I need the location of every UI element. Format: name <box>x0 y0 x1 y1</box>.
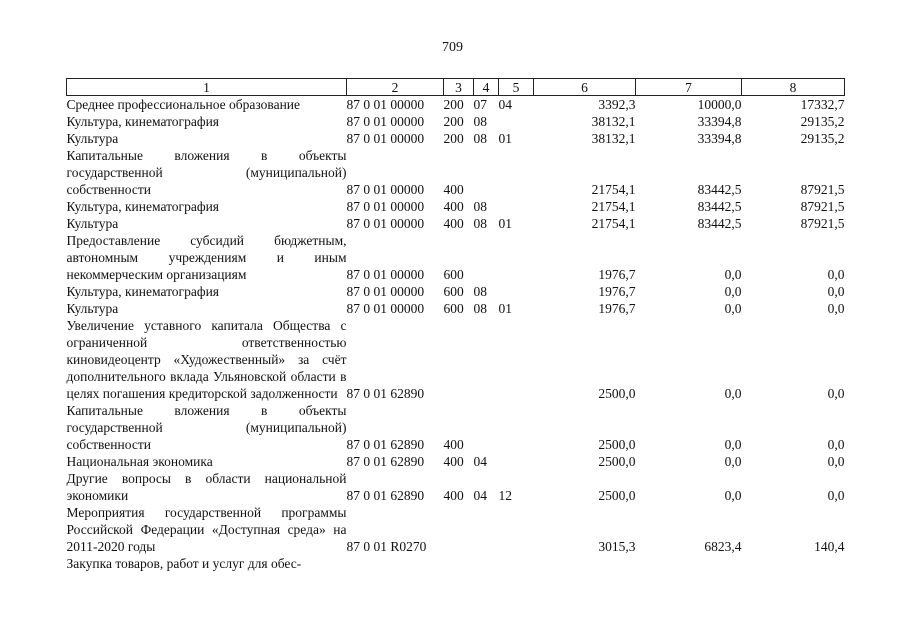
row-value-col8: 140,4 <box>814 539 845 554</box>
row-vr-code: 400 <box>443 199 464 214</box>
row-name <box>67 215 347 232</box>
table-row <box>67 198 845 215</box>
row-name <box>67 113 347 130</box>
row-csr-code: 87 0 01 00000 <box>346 284 425 299</box>
row-rz-code: 04 <box>473 454 487 469</box>
table-row <box>67 96 845 114</box>
row-csr-code: 87 0 01 00000 <box>346 131 425 146</box>
row-value-col8: 0,0 <box>827 301 845 316</box>
row-csr-code: 87 0 01 00000 <box>346 199 425 214</box>
row-csr-code: 87 0 01 00000 <box>346 114 425 129</box>
row-value-col7: 0,0 <box>724 454 742 469</box>
row-value-col8: 87921,5 <box>800 182 845 197</box>
table-row <box>67 453 845 470</box>
row-rz-code <box>474 504 499 555</box>
row-name-text: Среднее профессиональное образование <box>66 97 301 112</box>
row-name-text: Культура, кинематография <box>66 284 220 299</box>
column-header: 1 <box>67 79 347 96</box>
row-pr-code: 01 <box>498 301 512 316</box>
row-name-text: Культура <box>66 216 119 231</box>
row-name <box>67 232 347 283</box>
table-header-row <box>67 79 845 96</box>
row-name-text: Культура, кинематография <box>66 199 220 214</box>
column-header: 6 <box>534 79 636 96</box>
row-csr-code: 87 0 01 62890 <box>346 488 425 503</box>
row-value-col8: 29135,2 <box>800 131 845 146</box>
row-value-col7: 33394,8 <box>697 131 742 146</box>
table-row <box>67 300 845 317</box>
row-pr-code <box>499 317 534 402</box>
row-name-text: Закупка товаров, работ и услуг для обес- <box>66 556 302 571</box>
row-csr-code: 87 0 01 62890 <box>346 454 425 469</box>
row-name-text: Национальная экономика <box>66 454 213 469</box>
row-vr-code: 400 <box>443 182 464 197</box>
row-name-text: Другие вопросы в области национальной экономики <box>66 471 347 503</box>
column-header: 3 <box>444 79 474 96</box>
table-row <box>67 147 845 198</box>
row-pr-code: 01 <box>498 131 512 146</box>
row-csr-code: 87 0 01 00000 <box>346 267 425 282</box>
row-name-text: Капитальные вложения в объекты государственной (муниципальной) собственности <box>66 148 347 197</box>
table-row <box>67 283 845 300</box>
row-rz-code <box>474 555 499 572</box>
row-value-col6: 1976,7 <box>598 284 636 299</box>
row-name <box>67 453 347 470</box>
row-name-text: Культура <box>66 131 119 146</box>
row-name <box>67 402 347 453</box>
row-value-col7: 6823,4 <box>704 539 742 554</box>
table-row <box>67 232 845 283</box>
row-value-col6: 21754,1 <box>591 182 636 197</box>
row-vr-code <box>444 555 474 572</box>
row-name <box>67 555 347 572</box>
row-value-col7: 0,0 <box>724 488 742 503</box>
row-pr-code <box>499 402 534 453</box>
row-csr-code <box>347 555 444 572</box>
column-header: 4 <box>474 79 499 96</box>
row-vr-code: 200 <box>443 97 464 112</box>
row-value-col8: 0,0 <box>827 488 845 503</box>
row-value-col8: 87921,5 <box>800 216 845 231</box>
row-value-col8: 29135,2 <box>800 114 845 129</box>
row-value-col8: 0,0 <box>827 284 845 299</box>
row-value-col7: 0,0 <box>724 301 742 316</box>
row-pr-code: 04 <box>498 97 512 112</box>
row-vr-code: 400 <box>443 454 464 469</box>
row-vr-code: 600 <box>443 267 464 282</box>
row-value-col7 <box>636 555 742 572</box>
row-value-col6: 3392,3 <box>598 97 636 112</box>
row-rz-code <box>474 147 499 198</box>
row-pr-code: 12 <box>498 488 512 503</box>
row-pr-code <box>499 283 534 300</box>
column-header: 5 <box>499 79 534 96</box>
row-pr-code <box>499 555 534 572</box>
table-row <box>67 215 845 232</box>
row-csr-code: 87 0 01 00000 <box>346 182 425 197</box>
row-csr-code: 87 0 01 R0270 <box>346 539 427 554</box>
row-vr-code: 200 <box>443 114 464 129</box>
row-rz-code: 08 <box>473 131 487 146</box>
row-vr-code: 600 <box>443 284 464 299</box>
row-pr-code <box>499 232 534 283</box>
row-pr-code <box>499 198 534 215</box>
row-rz-code: 08 <box>473 114 487 129</box>
row-vr-code: 400 <box>443 437 464 452</box>
row-name <box>67 198 347 215</box>
row-name-text: Предоставление субсидий бюджетным, автономным учреждениям и иным некоммерческим организациям <box>66 233 347 282</box>
row-csr-code: 87 0 01 00000 <box>346 301 425 316</box>
row-rz-code: 08 <box>473 216 487 231</box>
row-vr-code: 400 <box>443 488 464 503</box>
row-value-col7: 83442,5 <box>697 182 742 197</box>
row-value-col7: 0,0 <box>724 284 742 299</box>
row-name <box>67 283 347 300</box>
row-value-col6: 2500,0 <box>598 454 636 469</box>
column-header: 7 <box>636 79 742 96</box>
row-value-col7: 0,0 <box>724 437 742 452</box>
row-name-text: Культура, кинематография <box>66 114 220 129</box>
row-name <box>67 317 347 402</box>
row-name <box>67 130 347 147</box>
row-csr-code: 87 0 01 00000 <box>346 97 425 112</box>
row-name <box>67 300 347 317</box>
row-name <box>67 147 347 198</box>
row-pr-code: 01 <box>498 216 512 231</box>
row-value-col6: 21754,1 <box>591 216 636 231</box>
column-header: 2 <box>347 79 444 96</box>
row-value-col7: 0,0 <box>724 267 742 282</box>
row-value-col6: 1976,7 <box>598 301 636 316</box>
row-name <box>67 504 347 555</box>
row-pr-code <box>499 113 534 130</box>
budget-table <box>66 78 845 572</box>
row-rz-code: 08 <box>473 284 487 299</box>
row-value-col6: 2500,0 <box>598 437 636 452</box>
row-name-text: Увеличение уставного капитала Общества с ограниченной ответственностью киновидеоцентр «Художественный» за счёт дополнительного вклада Ульяновской области в целях погашения кредиторской задолженности <box>66 318 347 401</box>
row-value-col7: 0,0 <box>724 386 742 401</box>
row-value-col6: 2500,0 <box>598 386 636 401</box>
row-vr-code: 600 <box>443 301 464 316</box>
row-value-col8: 0,0 <box>827 386 845 401</box>
row-csr-code: 87 0 01 62890 <box>346 437 425 452</box>
row-name-text: Культура <box>66 301 119 316</box>
row-value-col6 <box>534 555 636 572</box>
row-pr-code <box>499 504 534 555</box>
row-name <box>67 470 347 504</box>
row-value-col7: 83442,5 <box>697 216 742 231</box>
row-vr-code <box>444 504 474 555</box>
row-value-col6: 21754,1 <box>591 199 636 214</box>
row-csr-code: 87 0 01 62890 <box>346 386 425 401</box>
row-rz-code: 08 <box>473 199 487 214</box>
row-pr-code <box>499 147 534 198</box>
row-name-text: Мероприятия государственной программы Российской Федерации «Доступная среда» на 2011-2020 годы <box>66 505 347 554</box>
row-rz-code <box>474 232 499 283</box>
row-value-col8: 17332,7 <box>800 97 845 112</box>
row-pr-code <box>499 453 534 470</box>
row-value-col8: 0,0 <box>827 437 845 452</box>
table-row <box>67 130 845 147</box>
row-value-col6: 38132,1 <box>591 114 636 129</box>
table-row <box>67 555 845 572</box>
row-value-col6: 1976,7 <box>598 267 636 282</box>
table-row <box>67 317 845 402</box>
row-value-col8 <box>742 555 845 572</box>
row-csr-code: 87 0 01 00000 <box>346 216 425 231</box>
table-row <box>67 402 845 453</box>
column-header: 8 <box>742 79 845 96</box>
row-rz-code <box>474 402 499 453</box>
page-number: 709 <box>442 40 463 55</box>
row-value-col7: 33394,8 <box>697 114 742 129</box>
table-row <box>67 504 845 555</box>
row-rz-code: 07 <box>473 97 487 112</box>
row-value-col7: 10000,0 <box>697 97 742 112</box>
row-vr-code: 400 <box>443 216 464 231</box>
row-vr-code <box>444 317 474 402</box>
row-vr-code: 200 <box>443 131 464 146</box>
row-rz-code <box>474 317 499 402</box>
row-value-col8: 0,0 <box>827 267 845 282</box>
row-rz-code: 04 <box>473 488 487 503</box>
row-value-col6: 3015,3 <box>598 539 636 554</box>
row-value-col8: 0,0 <box>827 454 845 469</box>
row-name <box>67 96 347 114</box>
table-row <box>67 113 845 130</box>
table-row <box>67 470 845 504</box>
row-value-col7: 83442,5 <box>697 199 742 214</box>
row-name-text: Капитальные вложения в объекты государственной (муниципальной) собственности <box>66 403 347 452</box>
row-rz-code: 08 <box>473 301 487 316</box>
row-value-col8: 87921,5 <box>800 199 845 214</box>
row-value-col6: 38132,1 <box>591 131 636 146</box>
row-value-col6: 2500,0 <box>598 488 636 503</box>
